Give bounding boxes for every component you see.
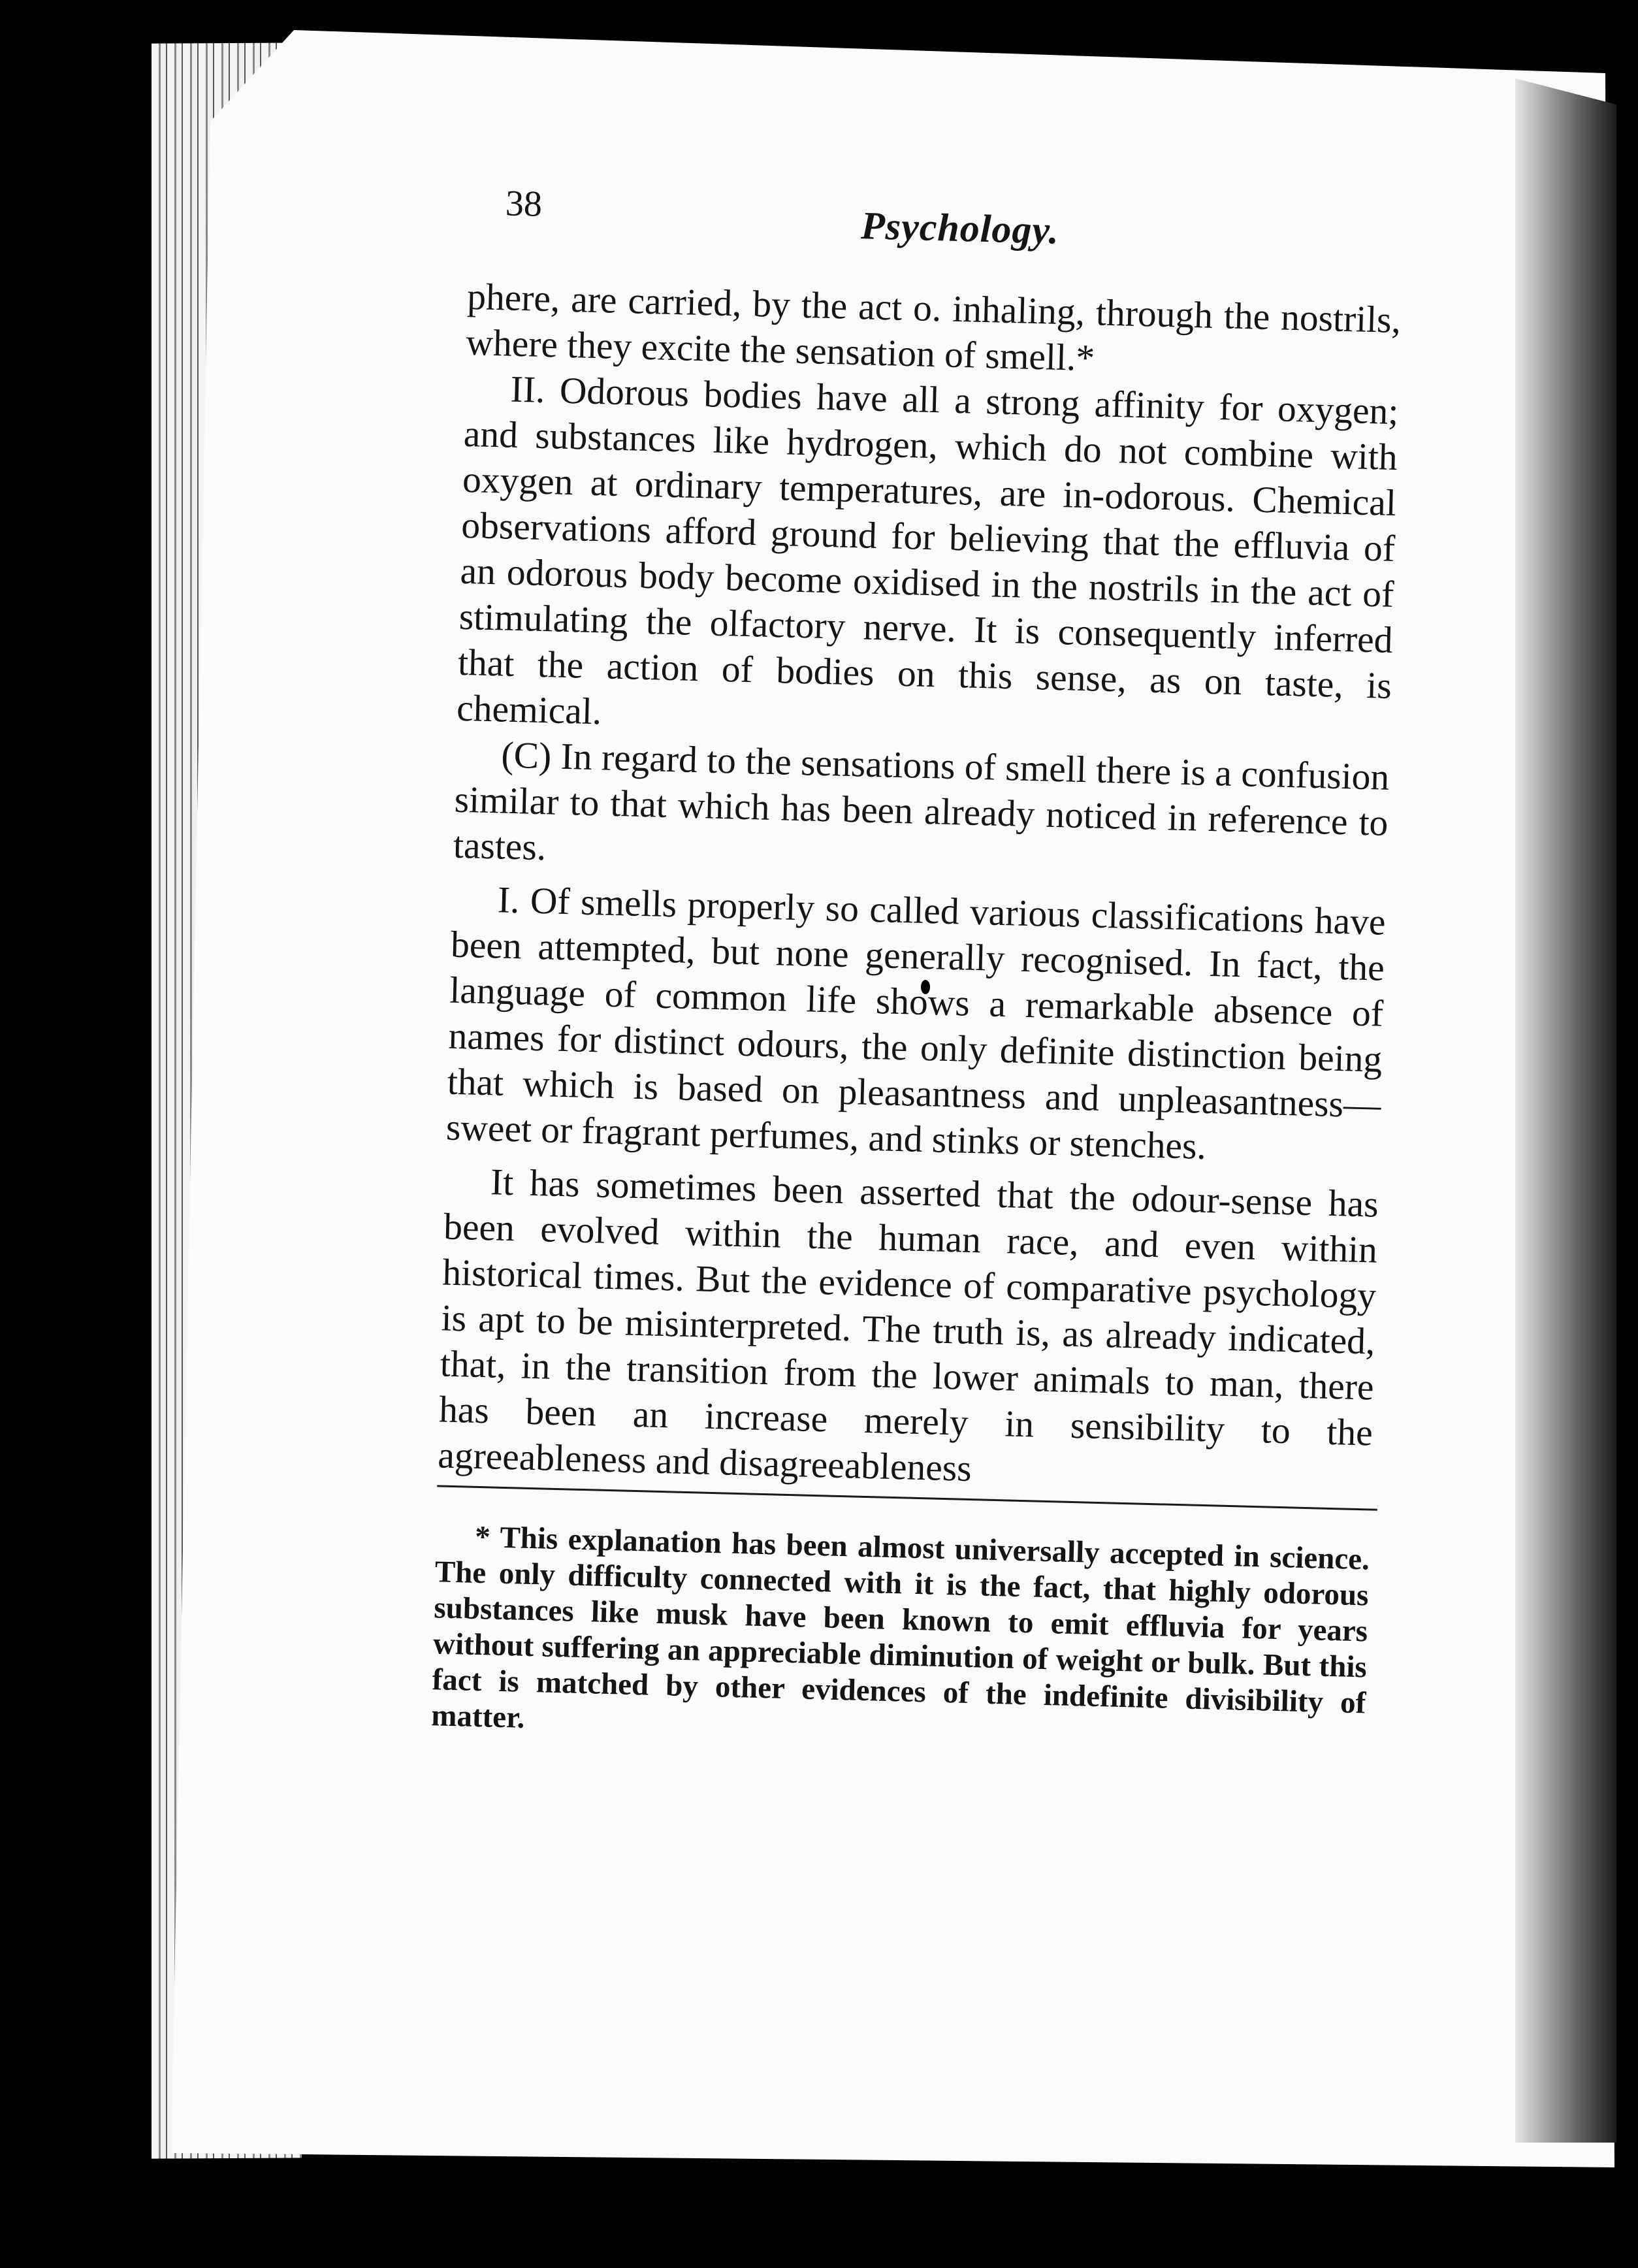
paragraph: II. Odorous bodies have all a strong affinity for oxygen; and substances like hydrogen, which do not combine with oxygen at ordinary temperatures, are in-odorous. Chemical observations afford ground for believing that the effluvia of an odorous body become oxidised in the nostrils in the act of stimulating the olfactory nerve. It is consequently inferred that the action of bodies on this sense, as on taste, is chemical. [456,368,1400,733]
page-number: 38 [505,183,543,225]
footnote [431,1518,1370,1757]
scan-speck [715,16,732,35]
page-gutter-shadow [1515,78,1616,2143]
paragraph: (C) In regard to the sensations of smell there is a confusion similar to that which has been already noticed in reference to tastes. [453,734,1390,869]
page-content [431,176,1404,1757]
footnote-text: * This explanation has been almost universally accepted in science. The only difficulty connected with it is the fact, that highly odorous substances like musk have been known to emit effluvia for years without suffering an appreciable diminution of weight or bulk. But this fact is matched by other evidences of the indefinite divisibility of matter. [430,1519,1370,1735]
body-text [438,274,1402,1502]
page-heading: Psychology. [860,204,1060,252]
paragraph: It has sometimes been asserted that the odour-sense has been evolved within the human race, and even within historical times. But the evidence of comparative psychology is apt to be misinterpreted. The truth is, as already indicated, that, in the transition from the lower animals to man, there has been an increase merely in sensibility to the agreeableness and disagreeableness [437,1161,1379,1490]
paragraph: phere, are carried, by the act o. inhaling, through the nostrils, where they excite the sensation of smell.* [465,276,1402,380]
paragraph: I. Of smells properly so called various classifications have been attempted, but none generally recognised. In fact, the language of common life shows a remarkable absence of names for distinct odours, the only definite distinction being that which is based on pleasantness and unpleasantness—sweet or fragrant perfumes, and stinks or stenches. [445,879,1387,1167]
